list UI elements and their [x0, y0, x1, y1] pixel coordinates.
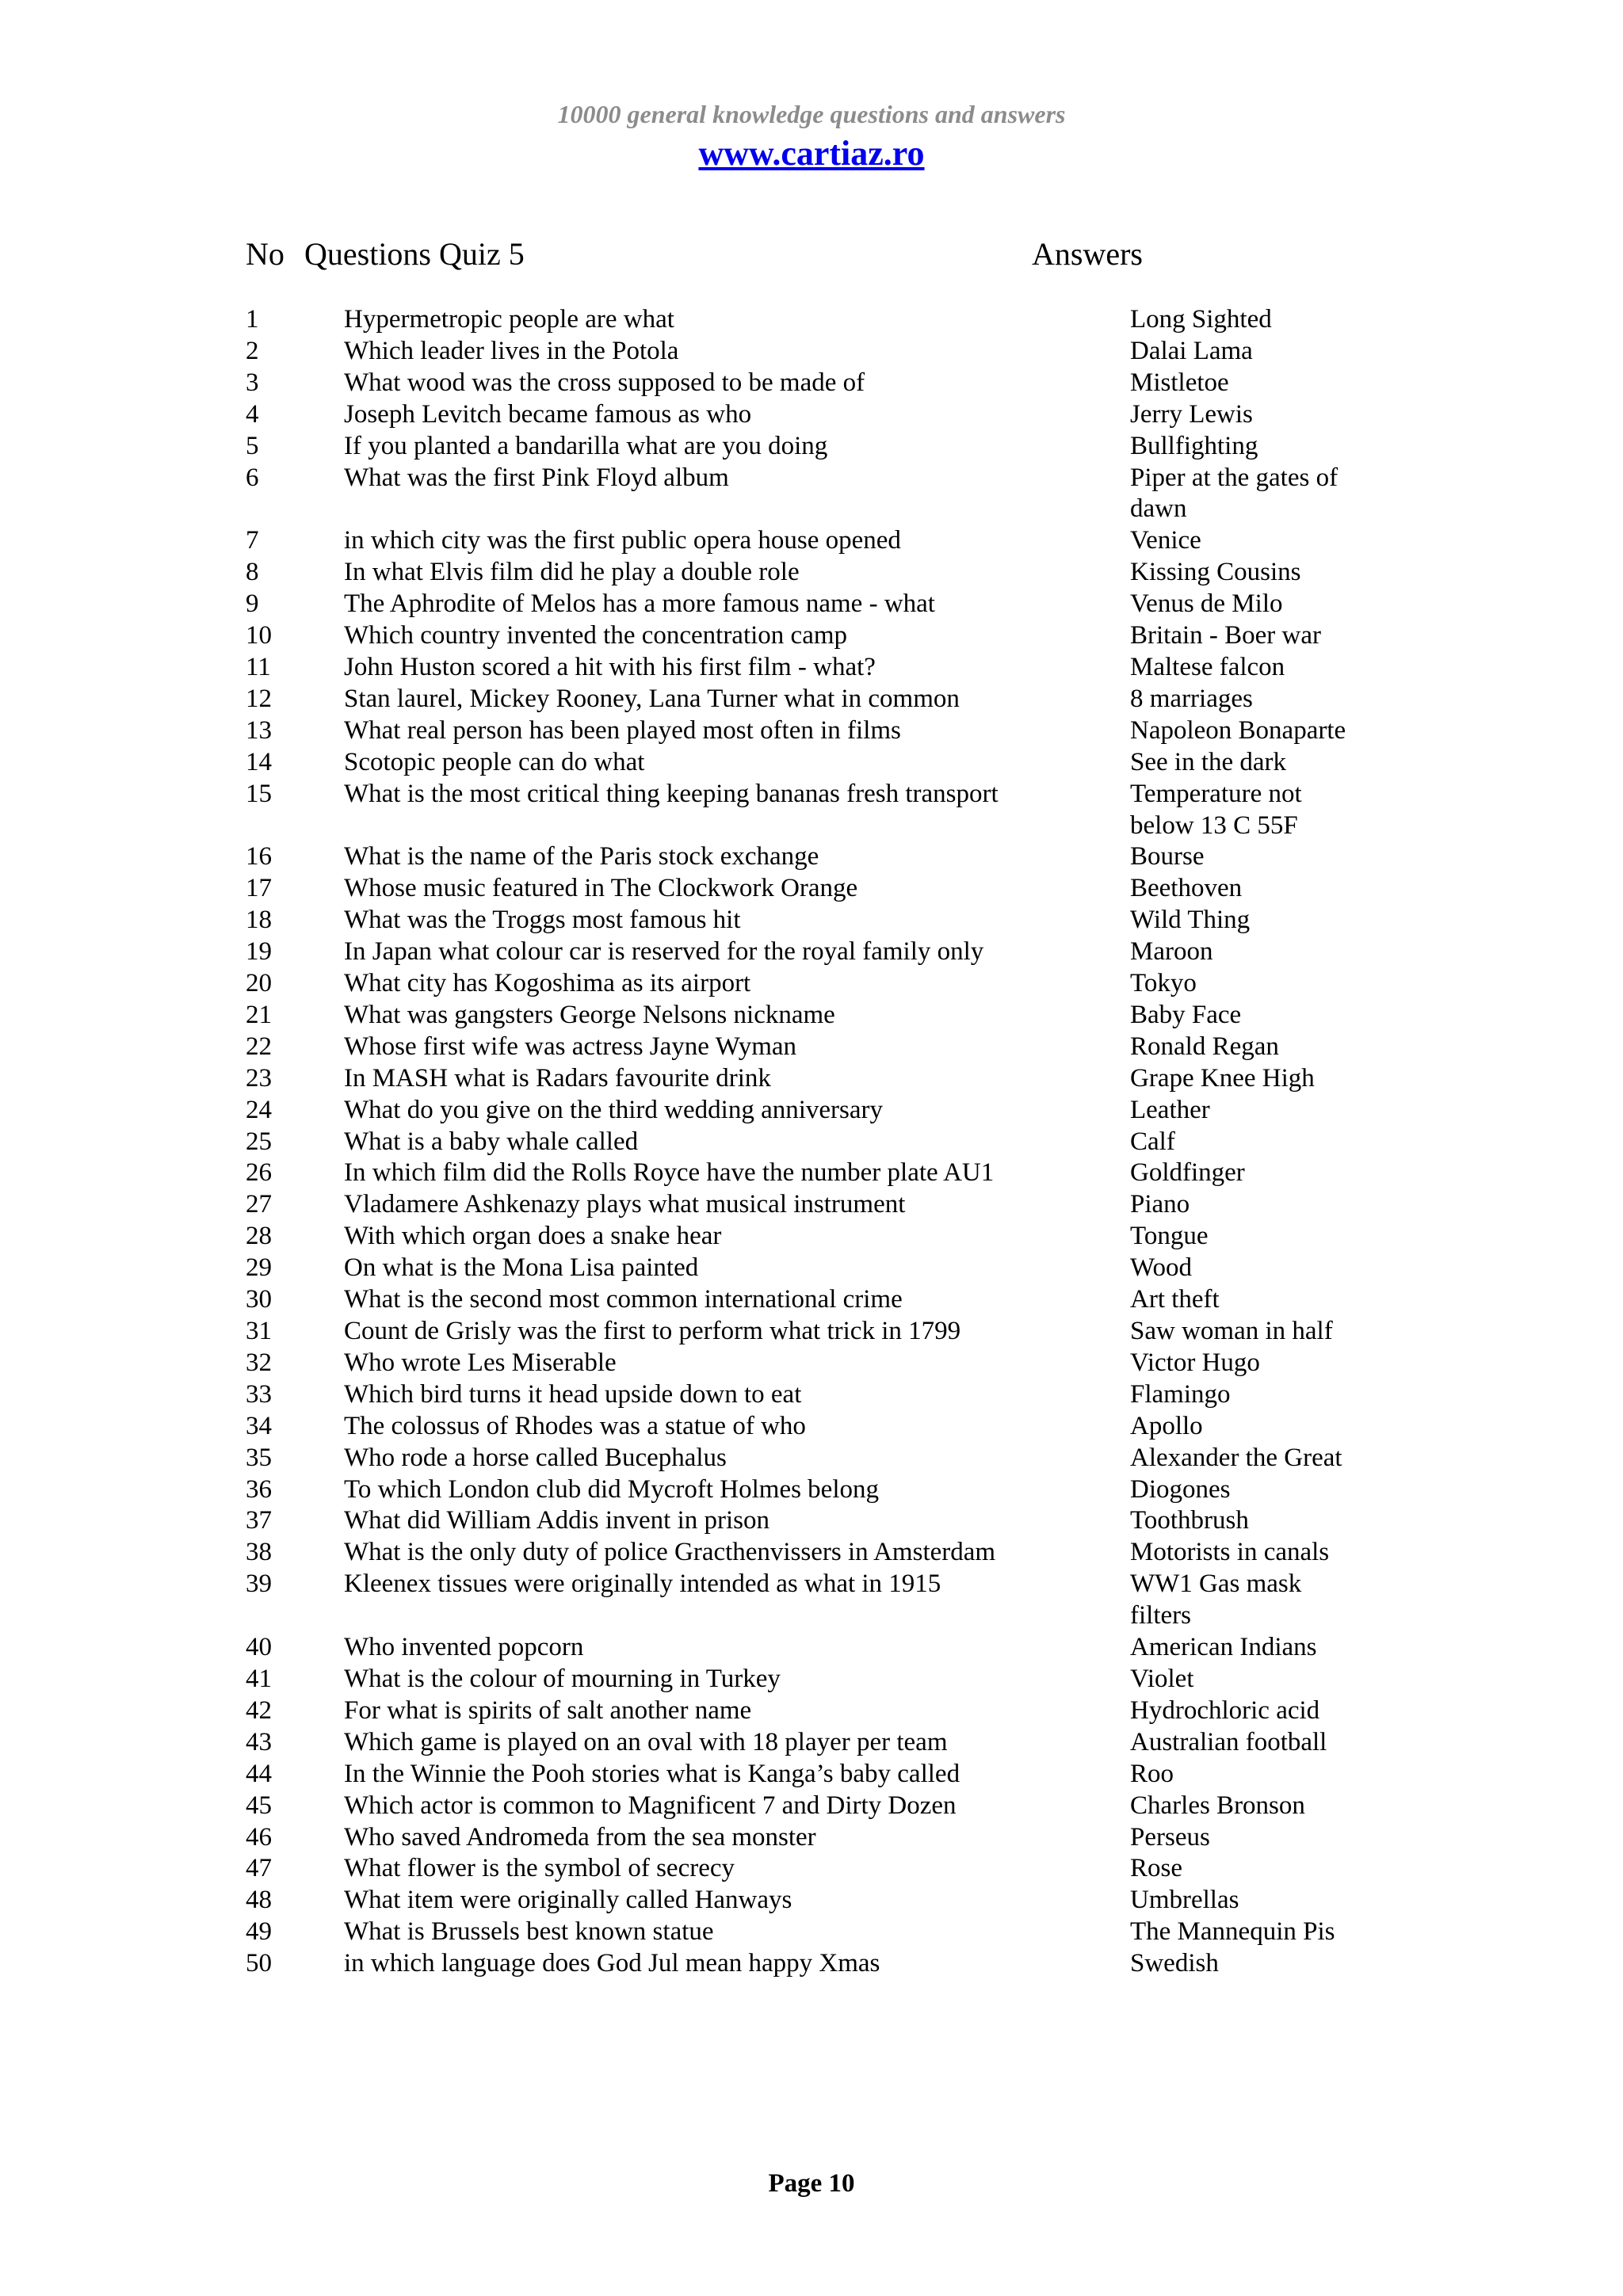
table-row: [0, 1664, 1623, 1695]
question-number: 28: [246, 1222, 272, 1251]
question-text: Which actor is common to Magnificent 7 and Dirty Dozen: [344, 1791, 957, 1820]
answer-text: Rose: [1130, 1854, 1182, 1883]
question-number: 8: [246, 558, 259, 587]
answer-text: Saw woman in half: [1130, 1317, 1333, 1345]
question-text: In which film did the Rolls Royce have the number plate AU1: [344, 1158, 995, 1188]
answer-text: Bullfighting: [1130, 431, 1258, 460]
question-text: What flower is the symbol of secrecy: [344, 1854, 735, 1883]
question-number: 26: [246, 1158, 272, 1188]
question-number: 50: [246, 1949, 272, 1978]
table-row: [0, 1032, 1623, 1063]
question-text: Who saved Andromeda from the sea monster: [344, 1822, 816, 1852]
table-row: [0, 841, 1623, 873]
question-number: 15: [246, 779, 272, 808]
table-row: [0, 1158, 1623, 1189]
question-number: 22: [246, 1032, 272, 1061]
question-number: 43: [246, 1727, 272, 1756]
table-row: [0, 1885, 1623, 1917]
question-text: In Japan what colour car is reserved for the royal family only: [344, 937, 984, 967]
question-number: 47: [246, 1854, 272, 1883]
quiz-table: [0, 304, 1623, 1980]
answer-text: Umbrellas: [1130, 1886, 1239, 1915]
answer-text: Violet: [1130, 1664, 1194, 1693]
answer-text: Ronald Regan: [1130, 1032, 1279, 1061]
answer-text: The Mannequin Pis: [1130, 1917, 1335, 1947]
question-text: In what Elvis film did he play a double role: [344, 558, 800, 587]
table-row: [0, 1348, 1623, 1379]
answer-text: Wood: [1130, 1253, 1193, 1283]
question-number: 18: [246, 906, 272, 935]
question-number: 44: [246, 1759, 272, 1788]
answer-text: Tongue: [1130, 1222, 1209, 1251]
table-row: [0, 589, 1623, 620]
table-row: [0, 1189, 1623, 1221]
table-row: [0, 1695, 1623, 1727]
table-row: [0, 1569, 1623, 1632]
question-text: Which country invented the concentration camp: [344, 621, 848, 650]
question-text: What wood was the cross supposed to be made of: [344, 368, 865, 397]
question-text: Who rode a horse called Bucephalus: [344, 1443, 727, 1472]
question-text: Who invented popcorn: [344, 1633, 584, 1662]
table-row: [0, 1095, 1623, 1127]
question-text: What item were originally called Hanways: [344, 1886, 792, 1915]
table-row: [0, 304, 1623, 336]
question-text: With which organ does a snake hear: [344, 1222, 722, 1251]
table-row: [0, 968, 1623, 1000]
question-text: What did William Addis invent in prison: [344, 1506, 770, 1535]
answer-text: Jerry Lewis: [1130, 399, 1253, 429]
answer-text: Kissing Cousins: [1130, 558, 1301, 587]
answer-text: Bourse: [1130, 842, 1205, 871]
question-text: What is the only duty of police Gracthenvissers in Amsterdam: [344, 1538, 996, 1567]
answer-text: Hydrochloric acid: [1130, 1695, 1320, 1725]
answer-text: Napoleon Bonaparte: [1130, 715, 1346, 745]
question-number: 40: [246, 1633, 272, 1662]
question-number: 7: [246, 526, 259, 555]
column-header-questions: Questions Quiz 5: [304, 236, 525, 272]
column-headers: [0, 235, 1623, 274]
answer-text: Leather: [1130, 1095, 1210, 1124]
answer-text: Flamingo: [1130, 1379, 1231, 1409]
answer-text: Australian football: [1130, 1727, 1327, 1756]
answer-text: American Indians: [1130, 1633, 1317, 1662]
table-row: [0, 936, 1623, 968]
table-row: [0, 399, 1623, 431]
question-text: Count de Grisly was the first to perform what trick in 1799: [344, 1317, 961, 1345]
question-number: 42: [246, 1695, 272, 1725]
question-text: If you planted a bandarilla what are you doing: [344, 431, 828, 460]
question-number: 45: [246, 1791, 272, 1820]
table-row: [0, 336, 1623, 368]
question-number: 3: [246, 368, 259, 397]
answer-text: Maltese falcon: [1130, 652, 1285, 681]
table-row: [0, 1284, 1623, 1316]
question-number: 6: [246, 463, 259, 492]
question-number: 39: [246, 1569, 272, 1599]
answer-text: Temperature not below 13 C 55F: [1130, 779, 1302, 840]
question-number: 25: [246, 1127, 272, 1156]
question-text: Which leader lives in the Potola: [344, 336, 679, 365]
table-row: [0, 1063, 1623, 1095]
question-number: 35: [246, 1443, 272, 1472]
question-number: 36: [246, 1474, 272, 1504]
table-row: [0, 1127, 1623, 1158]
question-number: 48: [246, 1886, 272, 1915]
question-number: 9: [246, 589, 259, 619]
question-number: 5: [246, 431, 259, 460]
question-text: What city has Kogoshima as its airport: [344, 969, 751, 998]
table-row: [0, 368, 1623, 399]
table-row: [0, 1759, 1623, 1791]
question-text: in which city was the first public opera house opened: [344, 526, 901, 555]
question-number: 20: [246, 969, 272, 998]
answer-text: Tokyo: [1130, 969, 1197, 998]
website-link[interactable]: www.cartiaz.ro: [698, 134, 925, 173]
question-text: Which bird turns it head upside down to eat: [344, 1379, 802, 1409]
question-text: What is the name of the Paris stock exchange: [344, 842, 819, 871]
answer-text: Perseus: [1130, 1822, 1210, 1852]
question-number: 29: [246, 1253, 272, 1283]
table-row: [0, 905, 1623, 936]
table-row: [0, 684, 1623, 715]
answer-text: Diogones: [1130, 1474, 1231, 1504]
table-row: [0, 431, 1623, 463]
question-text: For what is spirits of salt another name: [344, 1695, 752, 1725]
table-row: [0, 715, 1623, 747]
question-text: Scotopic people can do what: [344, 747, 645, 776]
table-row: [0, 1316, 1623, 1348]
answer-text: Motorists in canals: [1130, 1538, 1330, 1567]
answer-text: Charles Bronson: [1130, 1791, 1305, 1820]
answer-text: Mistletoe: [1130, 368, 1229, 397]
answer-text: Art theft: [1130, 1285, 1220, 1314]
page-number: Page 10: [768, 2169, 855, 2198]
question-number: 33: [246, 1379, 272, 1409]
table-row: [0, 1505, 1623, 1537]
question-text: Who wrote Les Miserable: [344, 1348, 617, 1377]
column-header-answers: Answers: [1032, 236, 1143, 272]
table-row: [0, 1727, 1623, 1759]
question-text: In MASH what is Radars favourite drink: [344, 1063, 771, 1093]
answer-text: Maroon: [1130, 937, 1213, 967]
table-row: [0, 1411, 1623, 1443]
question-number: 14: [246, 747, 272, 776]
question-number: 46: [246, 1822, 272, 1852]
question-number: 30: [246, 1285, 272, 1314]
question-number: 10: [246, 621, 272, 650]
question-number: 38: [246, 1538, 272, 1567]
table-row: [0, 1632, 1623, 1664]
question-text: The colossus of Rhodes was a statue of who: [344, 1411, 806, 1440]
answer-text: Piano: [1130, 1190, 1190, 1219]
question-text: Kleenex tissues were originally intended as what in 1915: [344, 1569, 941, 1599]
answer-text: Britain - Boer war: [1130, 621, 1322, 650]
question-text: The Aphrodite of Melos has a more famous name - what: [344, 589, 935, 619]
question-number: 17: [246, 874, 272, 903]
answer-text: Calf: [1130, 1127, 1175, 1156]
question-number: 21: [246, 1000, 272, 1029]
question-text: in which language does God Jul mean happy Xmas: [344, 1949, 880, 1978]
table-row: [0, 1474, 1623, 1506]
question-number: 27: [246, 1190, 272, 1219]
answer-text: Baby Face: [1130, 1000, 1242, 1029]
question-text: Vladamere Ashkenazy plays what musical instrument: [344, 1190, 906, 1219]
answer-text: Alexander the Great: [1130, 1443, 1342, 1472]
answer-text: Swedish: [1130, 1949, 1219, 1978]
table-row: [0, 557, 1623, 589]
answer-text: Victor Hugo: [1130, 1348, 1260, 1377]
table-row: [0, 1822, 1623, 1854]
question-number: 41: [246, 1664, 272, 1693]
question-number: 16: [246, 842, 272, 871]
answer-text: Grape Knee High: [1130, 1063, 1315, 1093]
column-header-no: No: [246, 236, 285, 272]
question-text: What is Brussels best known statue: [344, 1917, 714, 1947]
question-text: Joseph Levitch became famous as who: [344, 399, 752, 429]
question-number: 32: [246, 1348, 272, 1377]
answer-text: Toothbrush: [1130, 1506, 1249, 1535]
answer-text: 8 marriages: [1130, 684, 1253, 713]
table-row: [0, 1948, 1623, 1980]
table-row: [0, 1221, 1623, 1253]
question-text: On what is the Mona Lisa painted: [344, 1253, 699, 1283]
question-number: 34: [246, 1411, 272, 1440]
question-number: 49: [246, 1917, 272, 1947]
question-text: Stan laurel, Mickey Rooney, Lana Turner what in common: [344, 684, 960, 713]
question-text: What do you give on the third wedding anniversary: [344, 1095, 883, 1124]
question-text: What was the first Pink Floyd album: [344, 463, 729, 492]
question-text: What is the most critical thing keeping bananas fresh transport: [344, 779, 999, 808]
answer-text: Wild Thing: [1130, 906, 1251, 935]
question-number: 24: [246, 1095, 272, 1124]
question-text: What is the second most common international crime: [344, 1285, 903, 1314]
question-number: 37: [246, 1506, 272, 1535]
answer-text: See in the dark: [1130, 747, 1287, 776]
answer-text: Venice: [1130, 526, 1201, 555]
question-number: 12: [246, 684, 272, 713]
table-row: [0, 1253, 1623, 1284]
table-row: [0, 747, 1623, 779]
answer-text: Venus de Milo: [1130, 589, 1283, 619]
question-text: In the Winnie the Pooh stories what is Kanga’s baby called: [344, 1759, 960, 1788]
question-text: John Huston scored a hit with his first film - what?: [344, 652, 876, 681]
question-number: 4: [246, 399, 259, 429]
answer-text: Dalai Lama: [1130, 336, 1253, 365]
table-row: [0, 525, 1623, 557]
question-text: What is the colour of mourning in Turkey: [344, 1664, 781, 1693]
answer-text: Goldfinger: [1130, 1158, 1245, 1188]
question-text: What is a baby whale called: [344, 1127, 639, 1156]
answer-text: Apollo: [1130, 1411, 1203, 1440]
answer-text: WW1 Gas mask filters: [1130, 1569, 1302, 1630]
question-number: 11: [246, 652, 271, 681]
table-row: [0, 652, 1623, 684]
question-text: Hypermetropic people are what: [344, 305, 674, 334]
header-link-container: [0, 132, 1623, 176]
question-number: 31: [246, 1317, 272, 1345]
question-number: 13: [246, 715, 272, 745]
question-number: 23: [246, 1063, 272, 1093]
table-row: [0, 1791, 1623, 1822]
answer-text: Beethoven: [1130, 874, 1243, 903]
answer-text: Roo: [1130, 1759, 1174, 1788]
table-row: [0, 873, 1623, 905]
question-text: What was the Troggs most famous hit: [344, 906, 741, 935]
answer-text: Piper at the gates of dawn: [1130, 463, 1338, 524]
table-row: [0, 463, 1623, 526]
table-row: [0, 1537, 1623, 1569]
question-text: What real person has been played most often in films: [344, 715, 901, 745]
table-row: [0, 1443, 1623, 1474]
question-text: To which London club did Mycroft Holmes belong: [344, 1474, 880, 1504]
question-text: What was gangsters George Nelsons nickname: [344, 1000, 835, 1029]
question-text: Which game is played on an oval with 18 player per team: [344, 1727, 948, 1756]
table-row: [0, 779, 1623, 842]
table-row: [0, 1917, 1623, 1948]
question-number: 19: [246, 937, 272, 967]
header-subtitle: 10000 general knowledge questions and answers: [557, 100, 1066, 128]
table-row: [0, 620, 1623, 652]
question-text: Whose music featured in The Clockwork Orange: [344, 874, 858, 903]
table-row: [0, 1853, 1623, 1885]
question-text: Whose first wife was actress Jayne Wyman: [344, 1032, 797, 1061]
answer-text: Long Sighted: [1130, 305, 1272, 334]
table-row: [0, 1000, 1623, 1032]
table-row: [0, 1379, 1623, 1411]
question-number: 1: [246, 305, 259, 334]
question-number: 2: [246, 336, 259, 365]
